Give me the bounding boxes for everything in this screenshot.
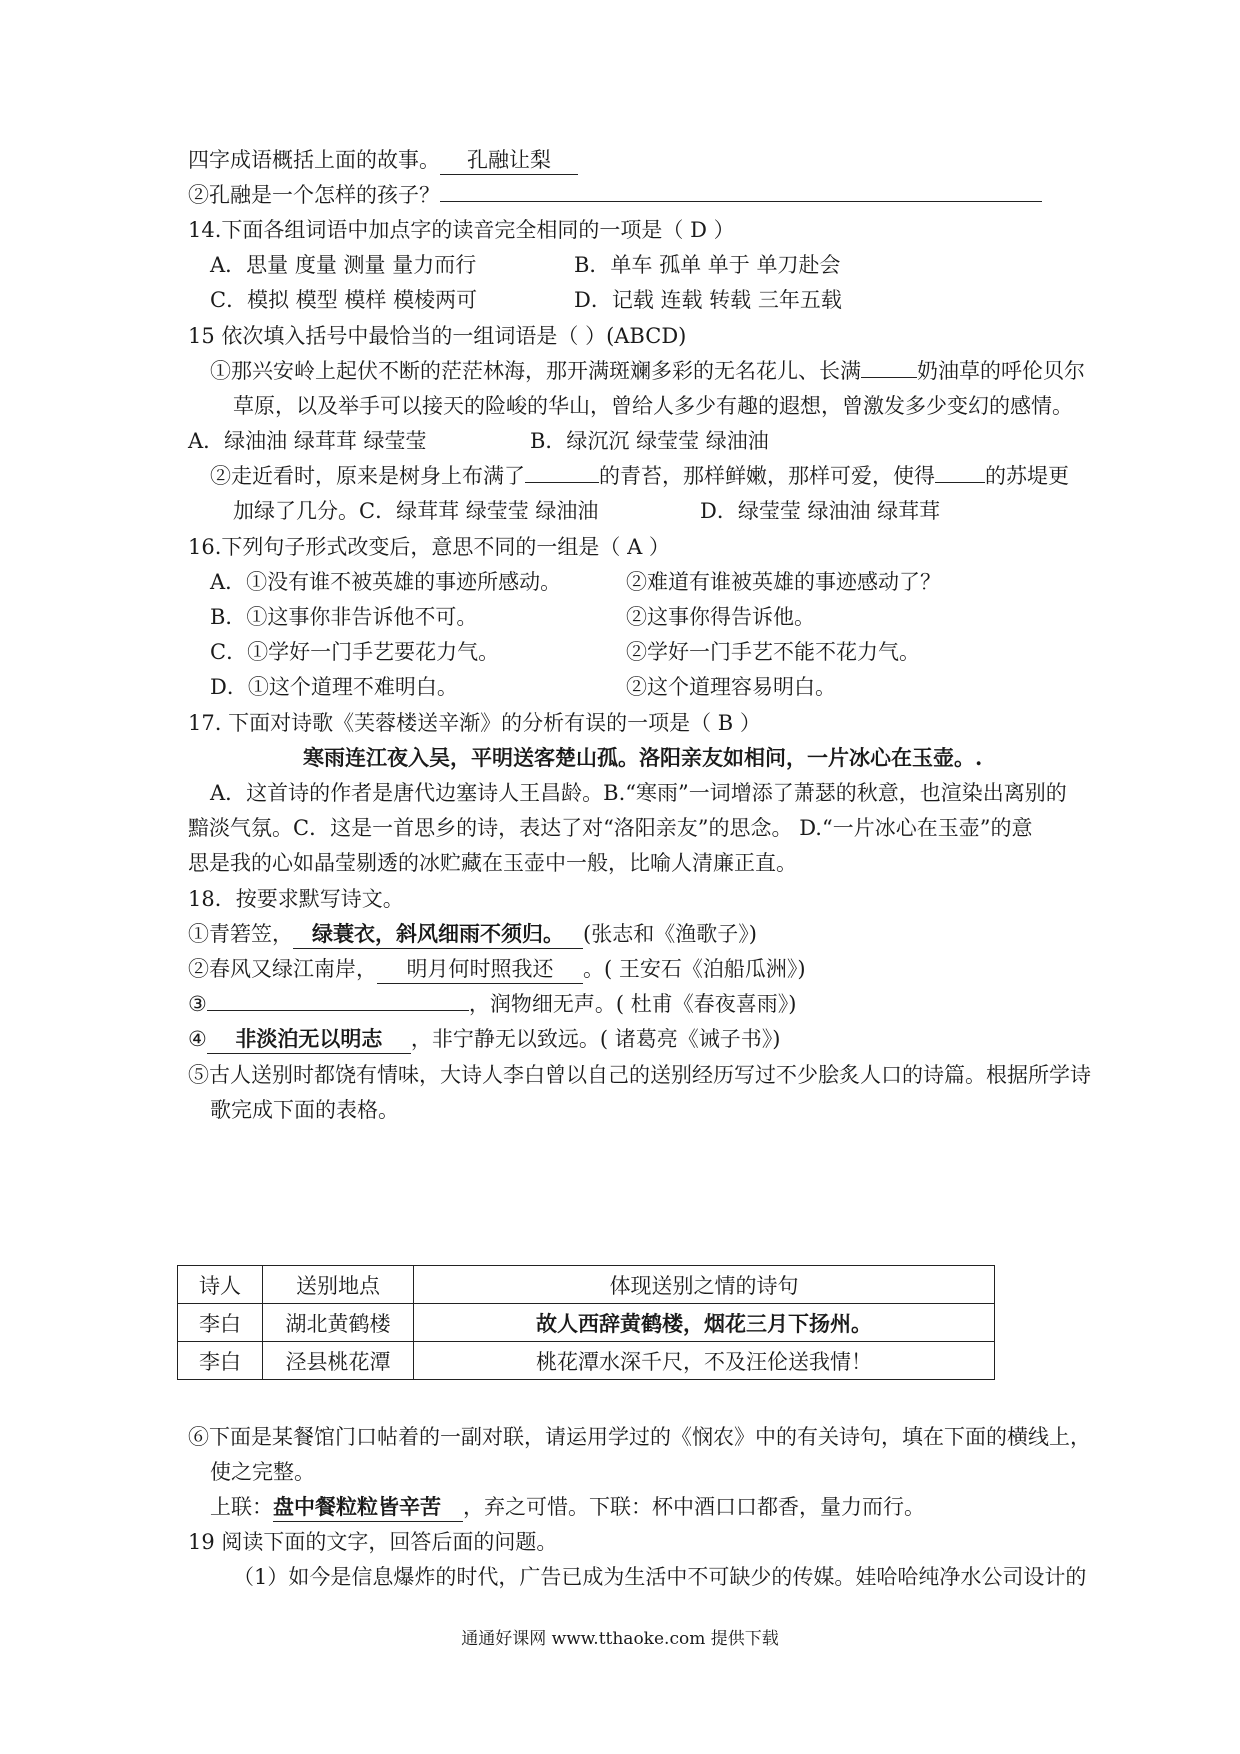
table-cell: 李白 xyxy=(178,1342,263,1380)
table-cell: 湖北黄鹤楼 xyxy=(263,1304,414,1342)
q16-stem: 16.下列句子形式改变后，意思不同的一组是（ A ） xyxy=(188,535,670,559)
couplet-label: 上联： xyxy=(210,1495,273,1519)
item-text: ③ xyxy=(188,992,207,1016)
table-cell: 故人西辞黄鹤楼，烟花三月下扬州。 xyxy=(414,1304,995,1342)
answer-blank xyxy=(935,482,985,483)
q14-stem: 14.下面各组词语中加点字的读音完全相同的一项是（ D ） xyxy=(188,218,735,242)
q14-option-c: C．模拟 模型 模样 模棱两可 xyxy=(210,288,478,312)
q18-item-5: ⑤古人送别时都饶有情味，大诗人李白曾以自己的送别经历写过不少脍炙人口的诗篇。根据所学诗 xyxy=(188,1063,1091,1087)
question-text: 四字成语概括上面的故事。 xyxy=(188,148,440,172)
table-row xyxy=(178,1342,995,1380)
table-cell: 泾县桃花潭 xyxy=(263,1342,414,1380)
q15-sentence-1-cont: 草原，以及举手可以接天的险峻的华山，曾给人多少有趣的遐想，曾激发多少变幻的感情。 xyxy=(233,394,1073,418)
farewell-poem-table xyxy=(177,1265,995,1380)
table-header-row xyxy=(178,1266,995,1304)
q19-passage: （1）如今是信息爆炸的时代，广告已成为生活中不可缺少的传媒。娃哈哈纯净水公司设计的 xyxy=(233,1565,1087,1589)
table-header-cell: 送别地点 xyxy=(263,1266,414,1304)
poem-text: 寒雨连江夜入吴，平明送客楚山孤。洛阳亲友如相问，一片冰心在玉壶。. xyxy=(303,745,983,770)
sentence-text: 奶油草的呼伦贝尔 xyxy=(917,359,1085,383)
answer-blank: 明月何时照我还 xyxy=(377,955,583,984)
q17-analysis-2: 黯淡气氛。C．这是一首思乡的诗，表达了对“洛阳亲友”的思念。 D.“一片冰心在玉壶”的意 xyxy=(188,816,1033,840)
q15-sentence-1 xyxy=(210,357,1085,385)
q19-stem: 19 阅读下面的文字，回答后面的问题。 xyxy=(188,1530,558,1554)
q18-item-2 xyxy=(188,955,806,984)
q14-option-a: A．思量 度量 测量 量力而行 xyxy=(210,253,477,277)
q14-option-b: B．单车 孤单 单于 单刀赴会 xyxy=(574,253,841,277)
q18-item-1 xyxy=(188,920,757,949)
q18-item-6-cont: 使之完整。 xyxy=(210,1460,315,1484)
item-source: ，润物细无声。( 杜甫《春夜喜雨》) xyxy=(468,992,797,1016)
item-source: (张志和《渔歌子》) xyxy=(583,922,757,946)
q16-option-d2: ②这个道理容易明白。 xyxy=(626,675,836,699)
couplet-text: ，弃之可惜。下联：杯中酒口口都香，量力而行。 xyxy=(463,1495,925,1519)
answer-blank xyxy=(525,482,599,483)
answer-blank: 绿蓑衣，斜风细雨不须归。 xyxy=(293,920,583,949)
item-source: 。( 王安石《泊船瓜洲》) xyxy=(583,957,806,981)
q18-item-5-cont: 歌完成下面的表格。 xyxy=(210,1098,399,1122)
sentence-text: ②走近看时，原来是树身上布满了 xyxy=(210,464,525,488)
q15-option-b: B．绿沉沉 绿莹莹 绿油油 xyxy=(530,429,769,453)
page-footer: 通通好课网 www.tthaoke.com 提供下载 xyxy=(461,1629,779,1649)
q16-option-b2: ②这事你得告诉他。 xyxy=(626,605,815,629)
table-cell: 桃花潭水深千尺，不及汪伦送我情！ xyxy=(414,1342,995,1380)
item-source: ，非宁静无以致远。( 诸葛亮《诫子书》) xyxy=(410,1027,781,1051)
q17-analysis-3: 思是我的心如晶莹剔透的冰贮藏在玉壶中一般，比喻人清廉正直。 xyxy=(188,851,797,875)
q15-stem: 15 依次填入括号中最恰当的一组词语是（ ）(ABCD) xyxy=(188,324,687,348)
q15-sentence-2-cont: 加绿了几分。C．绿茸茸 绿莹莹 绿油油 xyxy=(233,499,599,523)
q16-option-d1: D．①这个道理不难明白。 xyxy=(210,675,458,699)
question-text: ②孔融是一个怎样的孩子？ xyxy=(188,183,440,207)
q17-analysis-1: A．这首诗的作者是唐代边塞诗人王昌龄。B.“寒雨”一词增添了萧瑟的秋意，也渲染出离别的 xyxy=(210,781,1067,805)
q15-option-a: A．绿油油 绿茸茸 绿莹莹 xyxy=(188,429,427,453)
table-header-cell: 体现送别之情的诗句 xyxy=(414,1266,995,1304)
table-header-cell: 诗人 xyxy=(178,1266,263,1304)
answer-blank xyxy=(861,377,917,378)
sentence-text: 的苏堤更 xyxy=(985,464,1069,488)
item-text: ①青箬笠， xyxy=(188,922,293,946)
answer-blank: 孔融让梨 xyxy=(440,146,578,175)
line-story-summary xyxy=(188,146,578,175)
q16-option-c1: C．①学好一门手艺要花力气。 xyxy=(210,640,500,664)
item-text: ②春风又绿江南岸， xyxy=(188,957,377,981)
q16-option-c2: ②学好一门手艺不能不花力气。 xyxy=(626,640,920,664)
couplet-line xyxy=(210,1493,925,1522)
table-row xyxy=(178,1304,995,1342)
q18-item-4 xyxy=(188,1025,780,1054)
q18-item-3 xyxy=(188,990,796,1018)
sentence-text: ①那兴安岭上起伏不断的茫茫林海，那开满斑斓多彩的无名花儿、长满 xyxy=(210,359,861,383)
answer-blank: 非淡泊无以明志 xyxy=(207,1025,411,1054)
answer-blank xyxy=(440,201,1042,202)
q16-option-a2: ②难道有谁被英雄的事迹感动了？ xyxy=(626,570,941,594)
q14-option-d: D．记载 连载 转载 三年五载 xyxy=(574,288,842,312)
answer-blank xyxy=(207,1010,469,1011)
q16-option-a1: A．①没有谁不被英雄的事迹所感动。 xyxy=(210,570,562,594)
sentence-text: 的青苔，那样鲜嫩，那样可爱，使得 xyxy=(599,464,935,488)
q17-stem: 17. 下面对诗歌《芙蓉楼送辛渐》的分析有误的一项是（ B ） xyxy=(188,711,761,735)
q18-stem: 18．按要求默写诗文。 xyxy=(188,887,404,911)
line-kongrong-question xyxy=(188,181,1042,209)
table-cell: 李白 xyxy=(178,1304,263,1342)
q18-item-6: ⑥下面是某餐馆门口帖着的一副对联，请运用学过的《悯农》中的有关诗句，填在下面的横线上， xyxy=(188,1425,1091,1449)
q15-sentence-2 xyxy=(210,462,1069,490)
q15-option-d: D．绿莹莹 绿油油 绿茸茸 xyxy=(700,499,941,523)
q16-option-b1: B．①这事你非告诉他不可。 xyxy=(210,605,478,629)
item-text: ④ xyxy=(188,1027,207,1051)
answer-blank: 盘中餐粒粒皆辛苦 xyxy=(273,1493,463,1522)
